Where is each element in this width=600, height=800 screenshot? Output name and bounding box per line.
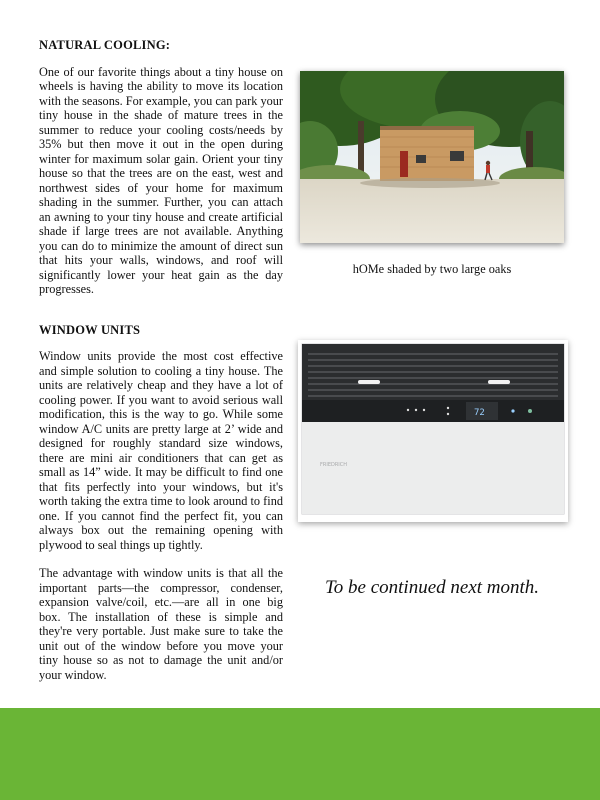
house-photo-caption: hOMe shaded by two large oaks <box>352 262 512 276</box>
window-ac-photo <box>298 340 568 522</box>
section-heading-window-units: WINDOW UNITS <box>39 322 141 337</box>
footer-color-band <box>0 708 600 800</box>
article-column <box>39 38 283 696</box>
window-units-paragraph-2: The advantage with window units is that all the important parts—the compressor, condenser, expansion valve/coil, etc.—are all in one big box. The installation of these is simple and they're very portable. Just make sure to take the unit out of the window before you move your tiny house so as not to damage the unit and/or your window. <box>39 566 283 682</box>
section-heading-natural-cooling: NATURAL COOLING: <box>39 38 171 52</box>
window-ac-illustration <box>298 340 568 522</box>
tiny-house-illustration <box>300 71 564 243</box>
tiny-house-photo <box>300 71 564 243</box>
window-units-paragraph-1: Window units provide the most cost effective and simple solution to cooling a tiny house. The units are relatively cheap and they have a lot of cooling power. If you want to avoid serious wall modification, this is the way to go. While some window A/C units are pretty large at 2’ wide and designed for roughly standard size windows, there are mini air conditioners that can get as small as 14” wide. It may be difficult to find one that fits perfectly into your windows, but it's worth taking the extra time to look around to find one. If you cannot find the perfect fit, you can always box out the remaining opening with plywood to seal things up tightly. <box>39 349 283 552</box>
continued-note: To be continued next month. <box>324 577 540 598</box>
natural-cooling-paragraph: One of our favorite things about a tiny house on wheels is having the ability to move its location with the seasons. For example, you can park your tiny house in the shade of mature trees in the summer to reduce your cooling costs/needs by 35% but then move it out in the open during winter for maximum solar gain. Orient your tiny house so that the trees are on the east, west and northwest sides of your home for maximum shading in the summer. Further, you can attach an awning to your tiny house and create artificial shade if large trees are not available. Anything you can do to minimize the amount of direct sun that hits your walls, windows, and roof will significantly lower your heat gain as the day progresses. <box>39 64 283 296</box>
svg-text:FRIEDRICH: FRIEDRICH <box>320 462 348 468</box>
svg-text:72: 72 <box>474 408 485 418</box>
